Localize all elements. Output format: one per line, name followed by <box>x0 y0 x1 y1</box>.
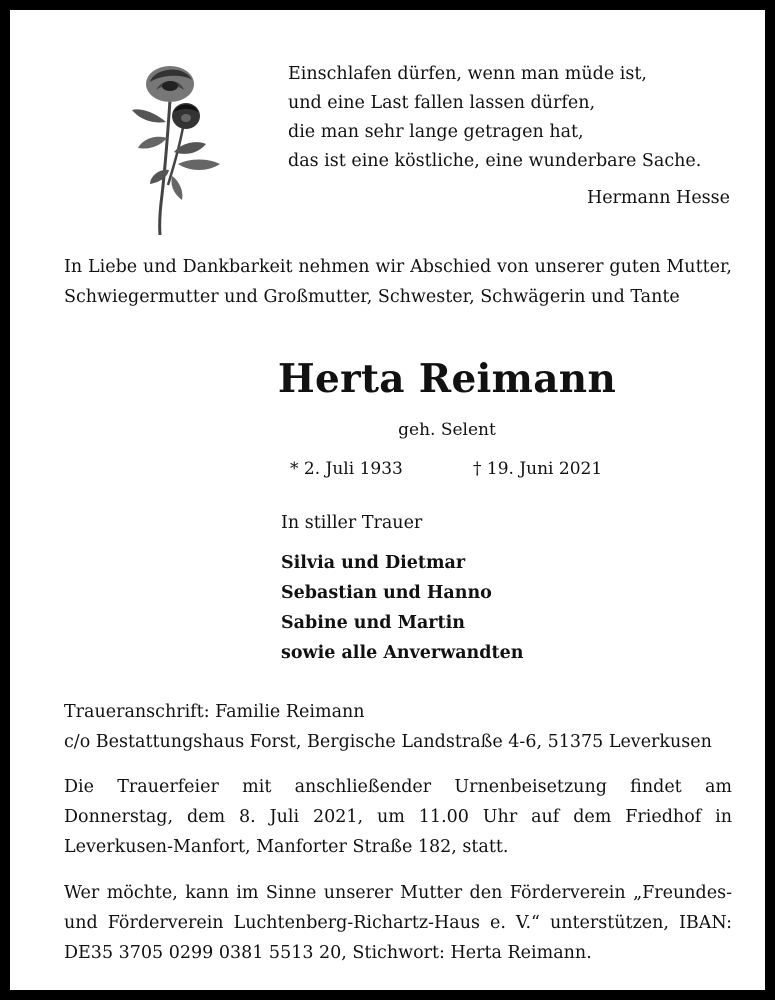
address-line: Traueranschrift: Familie Reimann <box>64 702 365 722</box>
ceremony-text: Die Trauerfeier mit anschließender Urnenbeisetzung findet am Donnerstag, dem 8. Juli 2021, um 11.00 Uhr auf dem Friedhof in Leverkusen-Manfort, Manforter Straße 182, statt. <box>64 777 732 857</box>
mourning-address <box>64 697 734 757</box>
death-date: † 19. Juni 2021 <box>473 459 603 479</box>
rose-icon <box>122 60 232 240</box>
birth-date: * 2. Juli 1933 <box>290 459 403 479</box>
mourner-item: Sabine und Martin <box>281 613 465 633</box>
poem-line: und eine Last fallen lassen dürfen, <box>288 93 596 113</box>
intro-text: In Liebe und Dankbarkeit nehmen wir Abschied von unserer guten Mutter, Schwiegermutter und Großmutter, Schwester, Schwägerin und Tante <box>64 257 732 307</box>
poem-line: das ist eine köstliche, eine wunderbare Sache. <box>288 151 702 171</box>
poem-line: Einschlafen dürfen, wenn man müde ist, <box>288 64 647 84</box>
maiden-name: geh. Selent <box>398 420 496 440</box>
mourner-item: Sebastian und Hanno <box>281 583 492 603</box>
mourners-list <box>281 548 523 668</box>
mourning-label: In stiller Trauer <box>281 513 423 533</box>
poem-author: Hermann Hesse <box>586 188 730 208</box>
mourner-item: Silvia und Dietmar <box>281 553 466 573</box>
mourner-item: sowie alle Anverwandten <box>281 643 524 663</box>
poem <box>288 60 728 176</box>
donation-text: Wer möchte, kann im Sinne unserer Mutter den Förderverein „Freundes- und Förderverein Luchtenberg-Richartz-Haus e. V.“ unterstützen, IBAN: DE35 3705 0299 0381 5513 20, Stichwort: Herta Reimann. <box>64 883 732 963</box>
poem-line: die man sehr lange getragen hat, <box>288 122 584 142</box>
address-line: c/o Bestattungshaus Forst, Bergische Landstraße 4-6, 51375 Leverkusen <box>64 732 712 752</box>
deceased-name: Herta Reimann <box>277 356 617 402</box>
